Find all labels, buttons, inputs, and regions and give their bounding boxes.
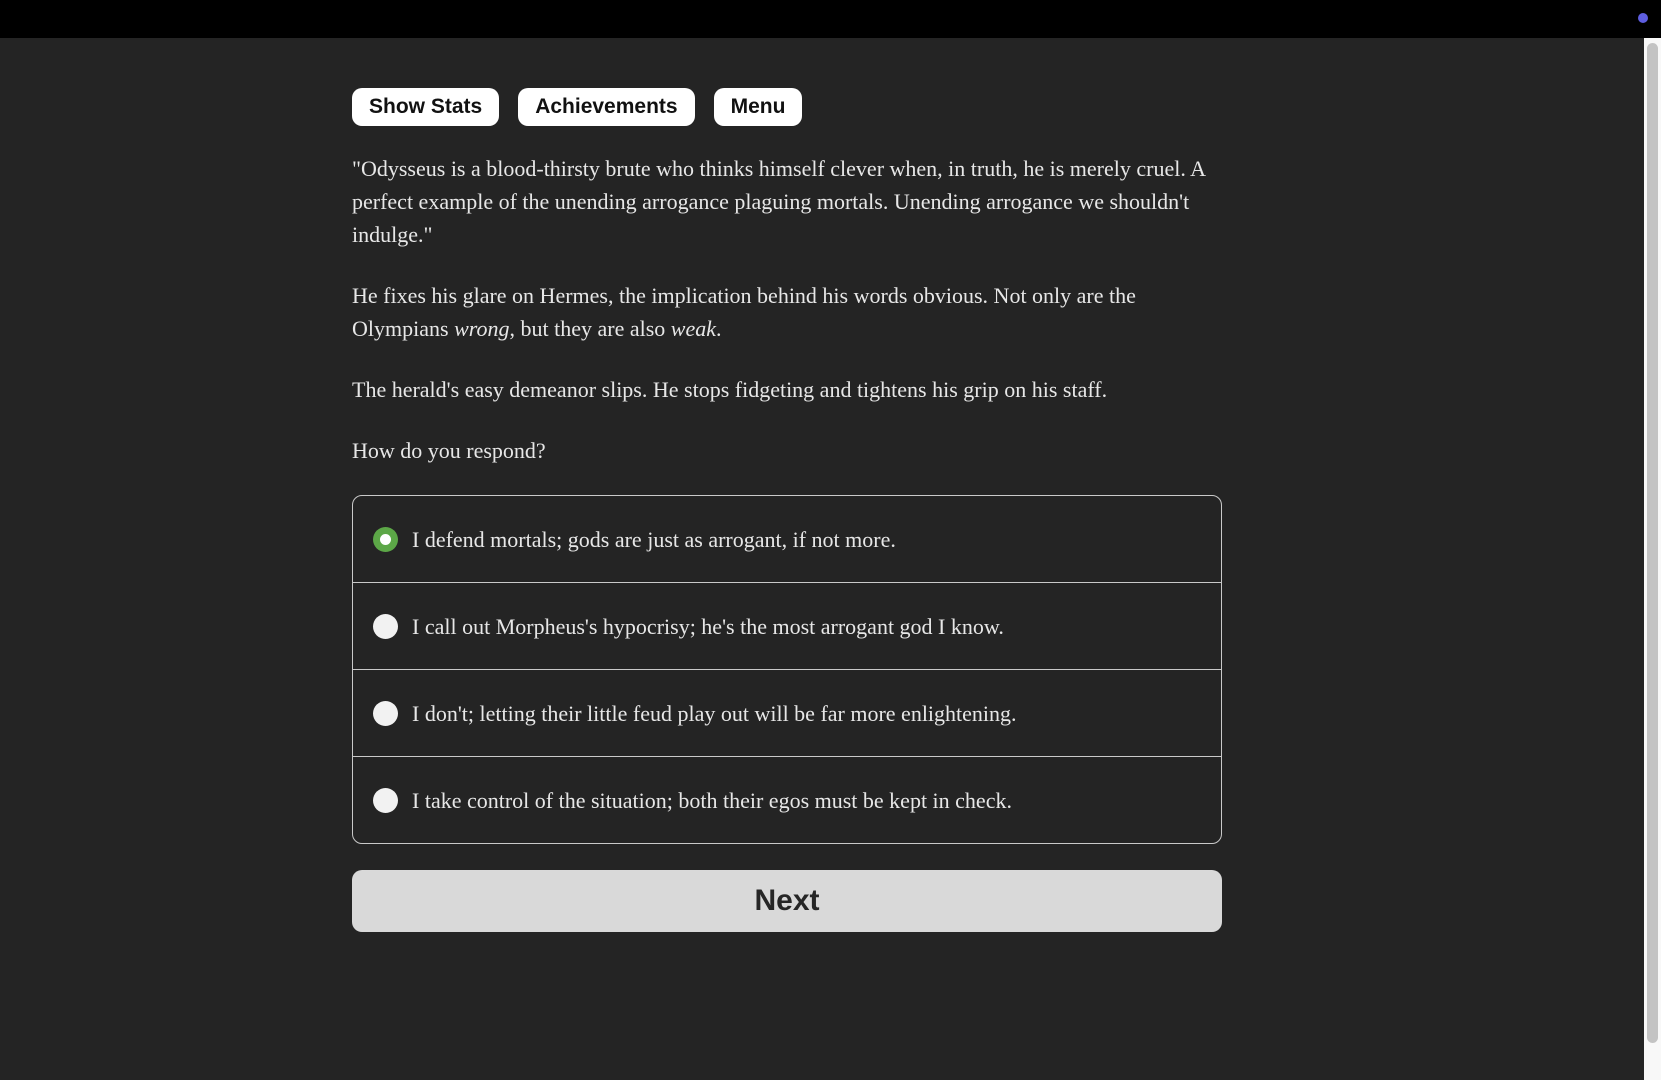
choice-option[interactable] <box>353 669 1221 756</box>
choice-label: I defend mortals; gods are just as arrogant, if not more. <box>412 526 896 552</box>
choice-list <box>352 495 1222 844</box>
story-paragraph: How do you respond? <box>352 438 546 463</box>
story-paragraph: The herald's easy demeanor slips. He stops fidgeting and tightens his grip on his staff. <box>352 377 1108 402</box>
radio-unselected-icon[interactable] <box>373 701 398 726</box>
radio-unselected-icon[interactable] <box>373 614 398 639</box>
choice-label: I call out Morpheus's hypocrisy; he's the most arrogant god I know. <box>412 613 1004 639</box>
game-content <box>352 38 1222 932</box>
scrollbar-thumb[interactable] <box>1647 43 1658 1043</box>
toolbar <box>352 88 1222 126</box>
notification-dot-icon <box>1638 13 1648 23</box>
choice-option[interactable] <box>353 496 1221 582</box>
choice-option[interactable] <box>353 582 1221 669</box>
choice-option[interactable] <box>353 756 1221 843</box>
achievements-button[interactable]: Achievements <box>518 88 694 126</box>
choice-label: I take control of the situation; both their egos must be kept in check. <box>412 787 1012 813</box>
menu-button[interactable]: Menu <box>714 88 803 126</box>
show-stats-button[interactable]: Show Stats <box>352 88 499 126</box>
radio-selected-icon[interactable] <box>373 527 398 552</box>
choice-label: I don't; letting their little feud play out will be far more enlightening. <box>412 700 1017 726</box>
story-paragraph: He fixes his glare on Hermes, the implication behind his words obvious. Not only are the Olympians wrong, but they are also weak. <box>352 283 1136 341</box>
next-button[interactable]: Next <box>352 870 1222 932</box>
scrollbar-track[interactable] <box>1644 38 1661 1080</box>
top-bar <box>0 0 1661 38</box>
story-paragraph: "Odysseus is a blood-thirsty brute who thinks himself clever when, in truth, he is merely cruel. A perfect example of the unending arrogance plaguing mortals. Unending arrogance we shouldn't indulge." <box>352 156 1205 247</box>
story-text <box>352 152 1222 467</box>
radio-unselected-icon[interactable] <box>373 788 398 813</box>
